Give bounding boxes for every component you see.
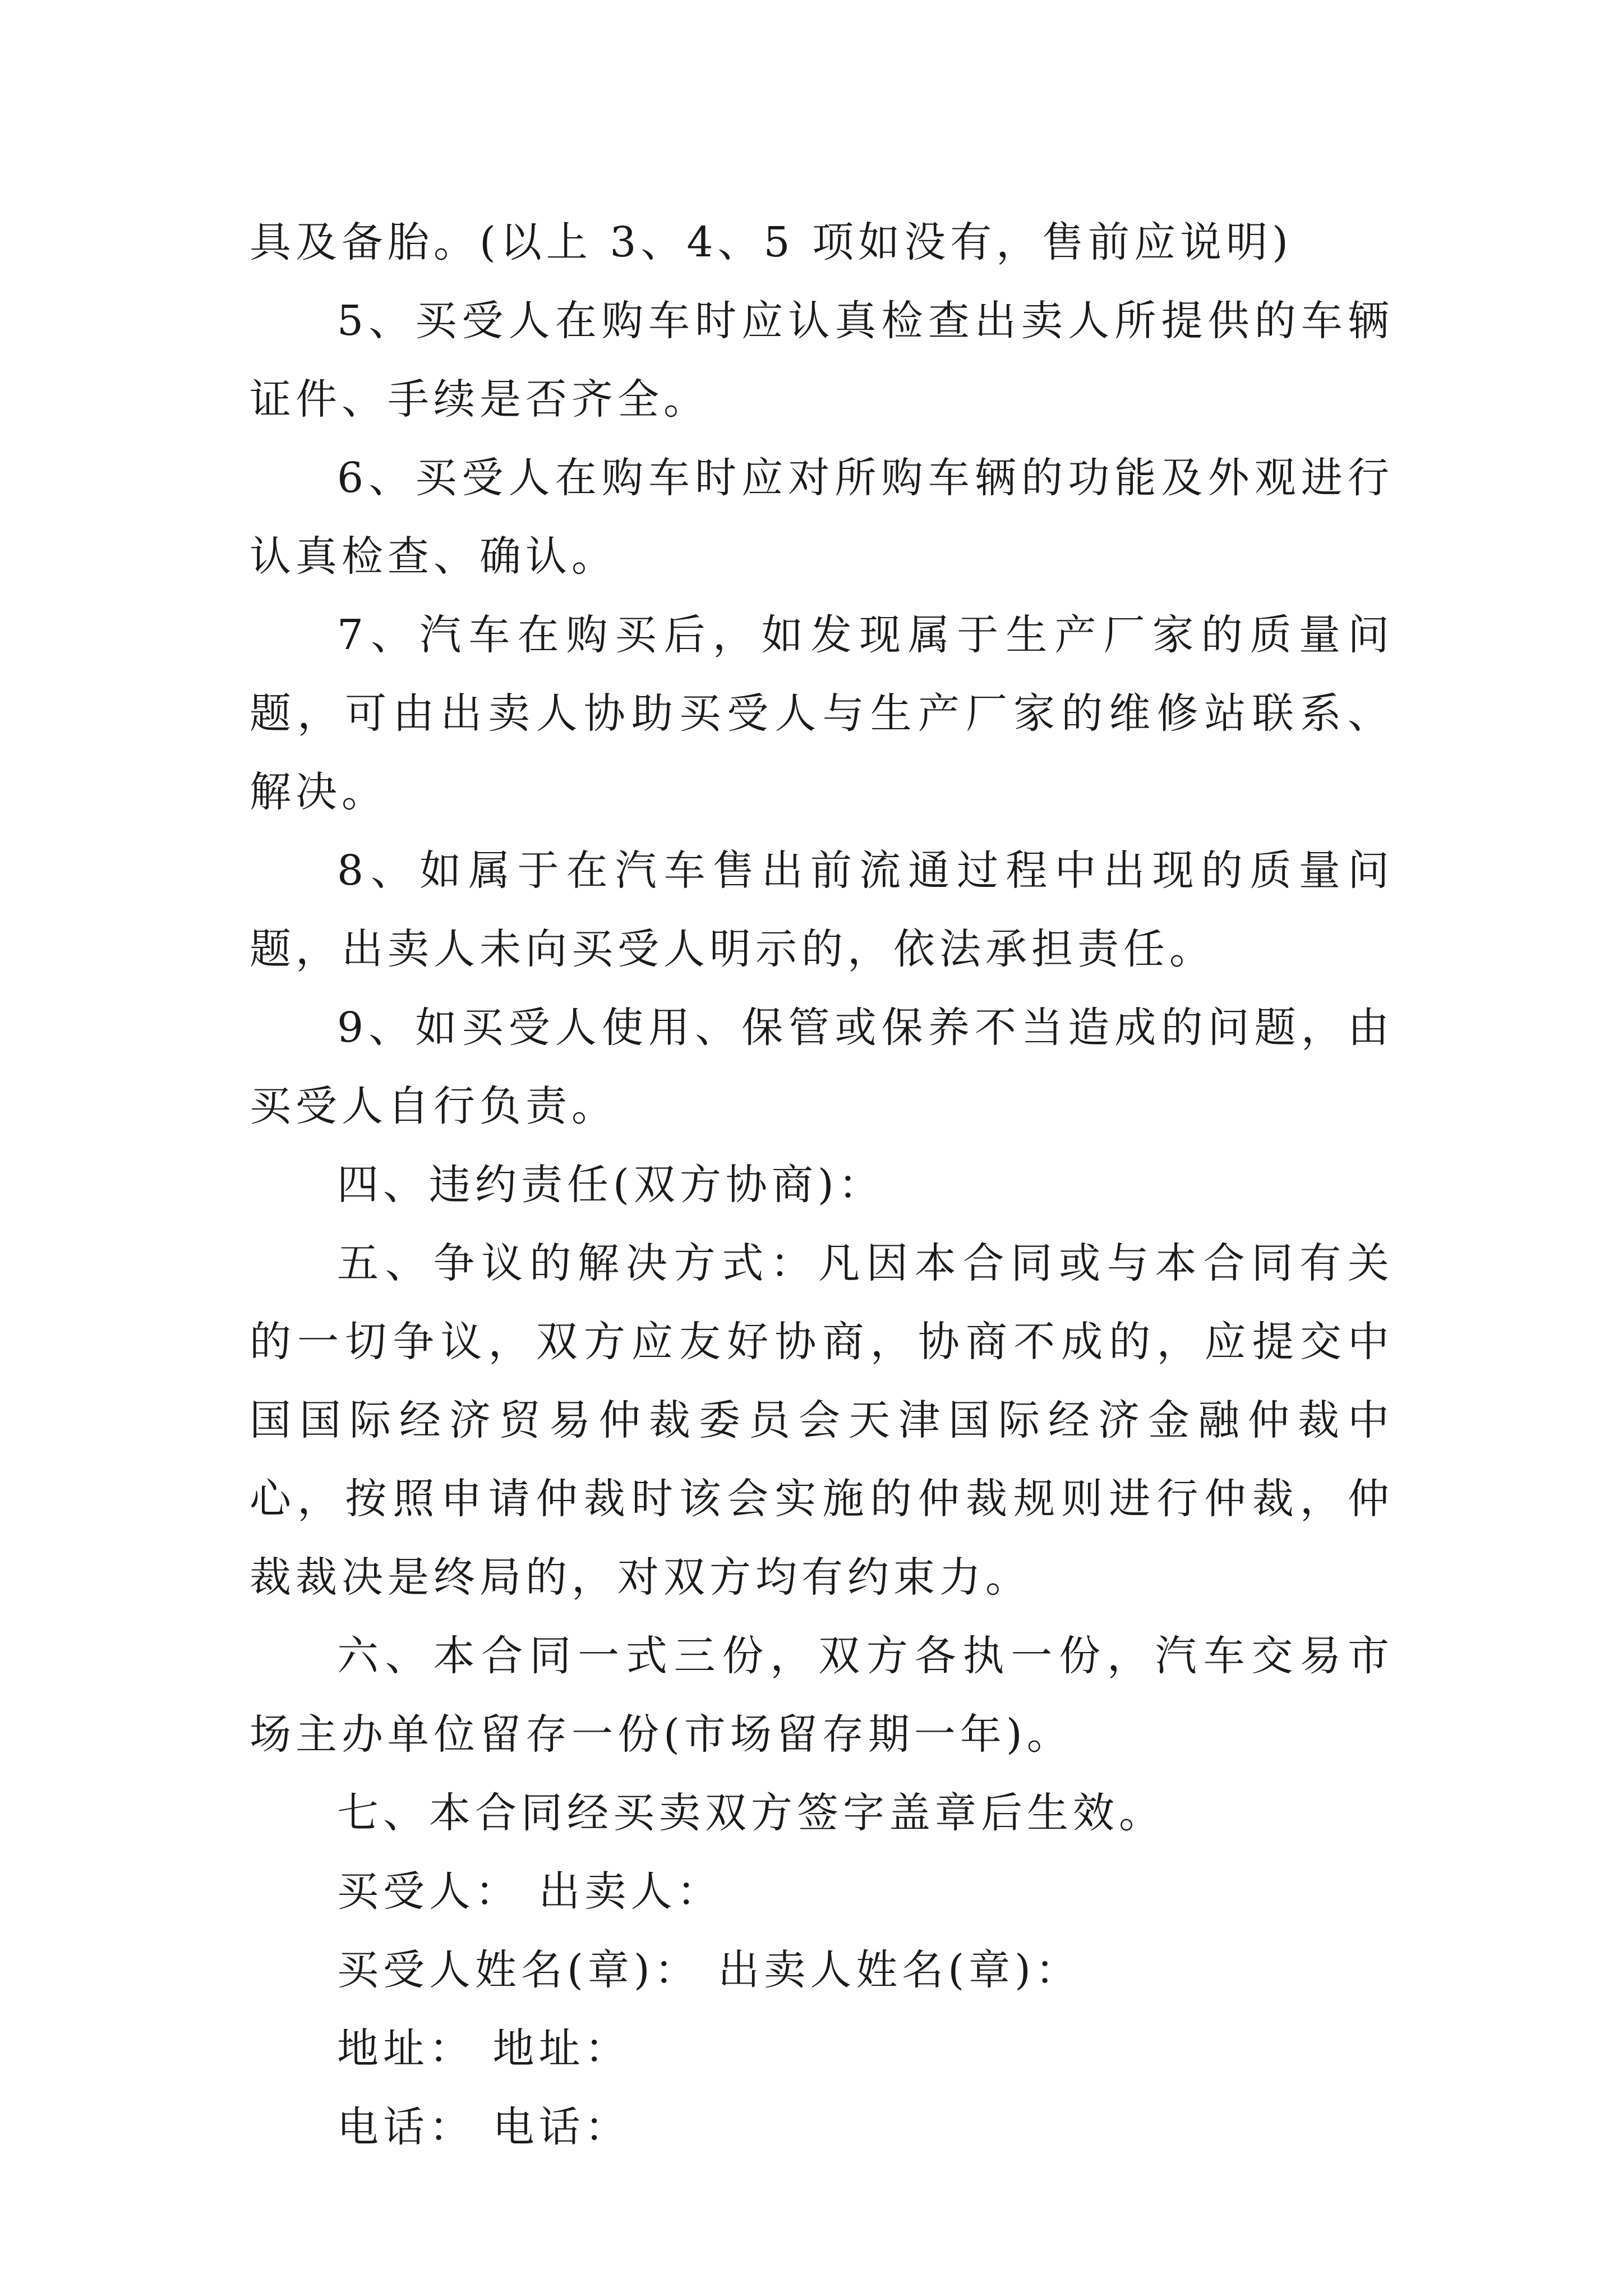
clause-5: 5、买受人在购车时应认真检查出卖人所提供的车辆证件、手续是否齐全。 — [250, 297, 1394, 424]
clause-6: 6、买受人在购车时应对所购车辆的功能及外观进行认真检查、确认。 — [250, 454, 1394, 581]
signature-parties: 买受人： 出卖人： — [337, 1867, 723, 1916]
paragraph-continuation: 具及备胎。(以上 3、4、5 项如没有，售前应说明) — [250, 218, 1293, 266]
clause-8: 8、如属于在汽车售出前流通过程中出现的质量问题，出卖人未向买受人明示的，依法承担责任。 — [250, 846, 1394, 973]
clause-7: 7、汽车在购买后，如发现属于生产厂家的质量问题，可由出卖人协助买受人与生产厂家的维修站联系、解决。 — [250, 611, 1394, 816]
clause-9: 9、如买受人使用、保管或保养不当造成的问题，由买受人自行负责。 — [250, 1004, 1394, 1130]
signature-address: 地址： 地址： — [337, 2024, 631, 2073]
section-copies: 六、本合同一式三份，双方各执一份，汽车交易市场主办单位留存一份(市场留存期一年)。 — [250, 1632, 1394, 1759]
section-dispute-resolution: 五、争议的解决方式：凡因本合同或与本合同有关的一切争议，双方应友好协商，协商不成的，应提交中国国际经济贸易仲裁委员会天津国际经济金融仲裁中心，按照申请仲裁时该会实施的仲裁规则进行仲裁，仲裁裁决是终局的，对双方均有约束力。 — [250, 1239, 1394, 1602]
document-body — [250, 203, 1394, 2166]
section-effective: 七、本合同经买卖双方签字盖章后生效。 — [337, 1789, 1165, 1837]
signature-names: 买受人姓名(章)： 出卖人姓名(章)： — [337, 1946, 1082, 1994]
signature-phone: 电话： 电话： — [337, 2103, 631, 2151]
section-breach-liability: 四、违约责任(双方协商)： — [337, 1161, 884, 1209]
